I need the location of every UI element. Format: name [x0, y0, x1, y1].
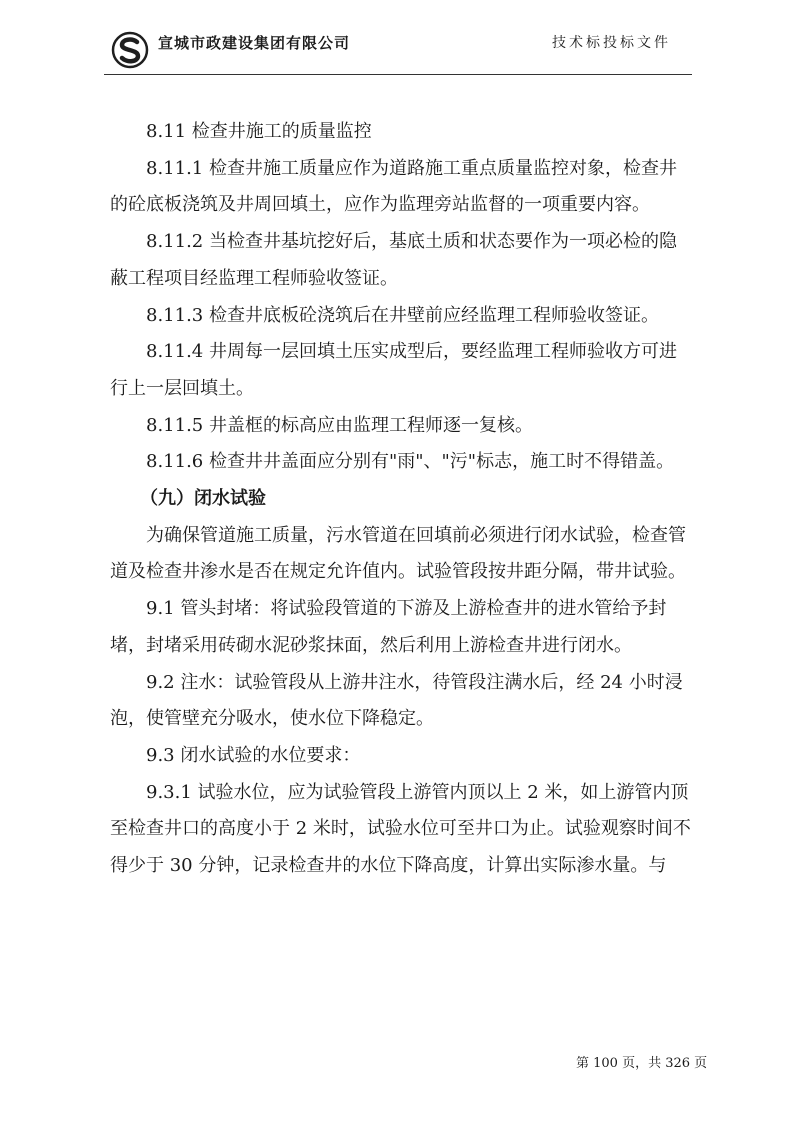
document-body: [110, 114, 694, 885]
paragraph: 8.11.4 井周每一层回填土压实成型后，要经监理工程师验收方可进行上一层回填土。: [110, 341, 677, 399]
paragraph: 8.11.5 井盖框的标高应由监理工程师逐一复核。: [146, 414, 533, 436]
paragraph: 为确保管道施工质量，污水管道在回填前必须进行闭水试验，检查管道及检查井渗水是否在规定允许值内。试验管段按井距分隔，带井试验。: [110, 524, 686, 583]
paragraph: 8.11 检查井施工的质量监控: [146, 121, 372, 142]
page-number: 第 100 页，共 326 页: [576, 1056, 708, 1071]
paragraph: 9.3.1 试验水位，应为试验管段上游管内顶以上 2 米，如上游管内顶至检查井口的高度小于 2 米时，试验水位可至井口为止。试验观察时间不得少于 30 分钟，记录检查井的水位下降高度，计算出实际渗水量。与: [110, 781, 691, 877]
paragraph: 9.3 闭水试验的水位要求：: [146, 744, 361, 766]
paragraph: 8.11.3 检查井底板砼浇筑后在井壁前应经监理工程师验收签证。: [146, 304, 659, 326]
paragraph: 9.2 注水：试验管段从上游井注水，待管段注满水后，经 24 小时浸泡，使管壁充分吸水，使水位下降稳定。: [110, 671, 683, 730]
paragraph: 8.11.1 检查井施工质量应作为道路施工重点质量监控对象，检查井的砼底板浇筑及井周回填土，应作为监理旁站监督的一项重要内容。: [110, 157, 677, 216]
company-name: 宣城市政建设集团有限公司: [158, 34, 351, 52]
paragraph: 8.11.6 检查井井盖面应分别有"雨"、"污"标志，施工时不得错盖。: [146, 451, 675, 473]
header-divider: [104, 74, 692, 75]
section-heading: （九）闭水试验: [140, 488, 266, 510]
company-logo-s-icon: [110, 30, 150, 70]
page-header: [0, 0, 793, 80]
paragraph: 8.11.2 当检查井基坑挖好后，基底土质和状态要作为一项必检的隐蔽工程项目经监理工程师验收签证。: [110, 231, 677, 289]
paragraph: 9.1 管头封堵：将试验段管道的下游及上游检查井的进水管给予封堵，封堵采用砖砌水泥砂浆抹面，然后利用上游检查井进行闭水。: [110, 598, 667, 656]
document-type: 技术标投标文件: [552, 35, 671, 51]
